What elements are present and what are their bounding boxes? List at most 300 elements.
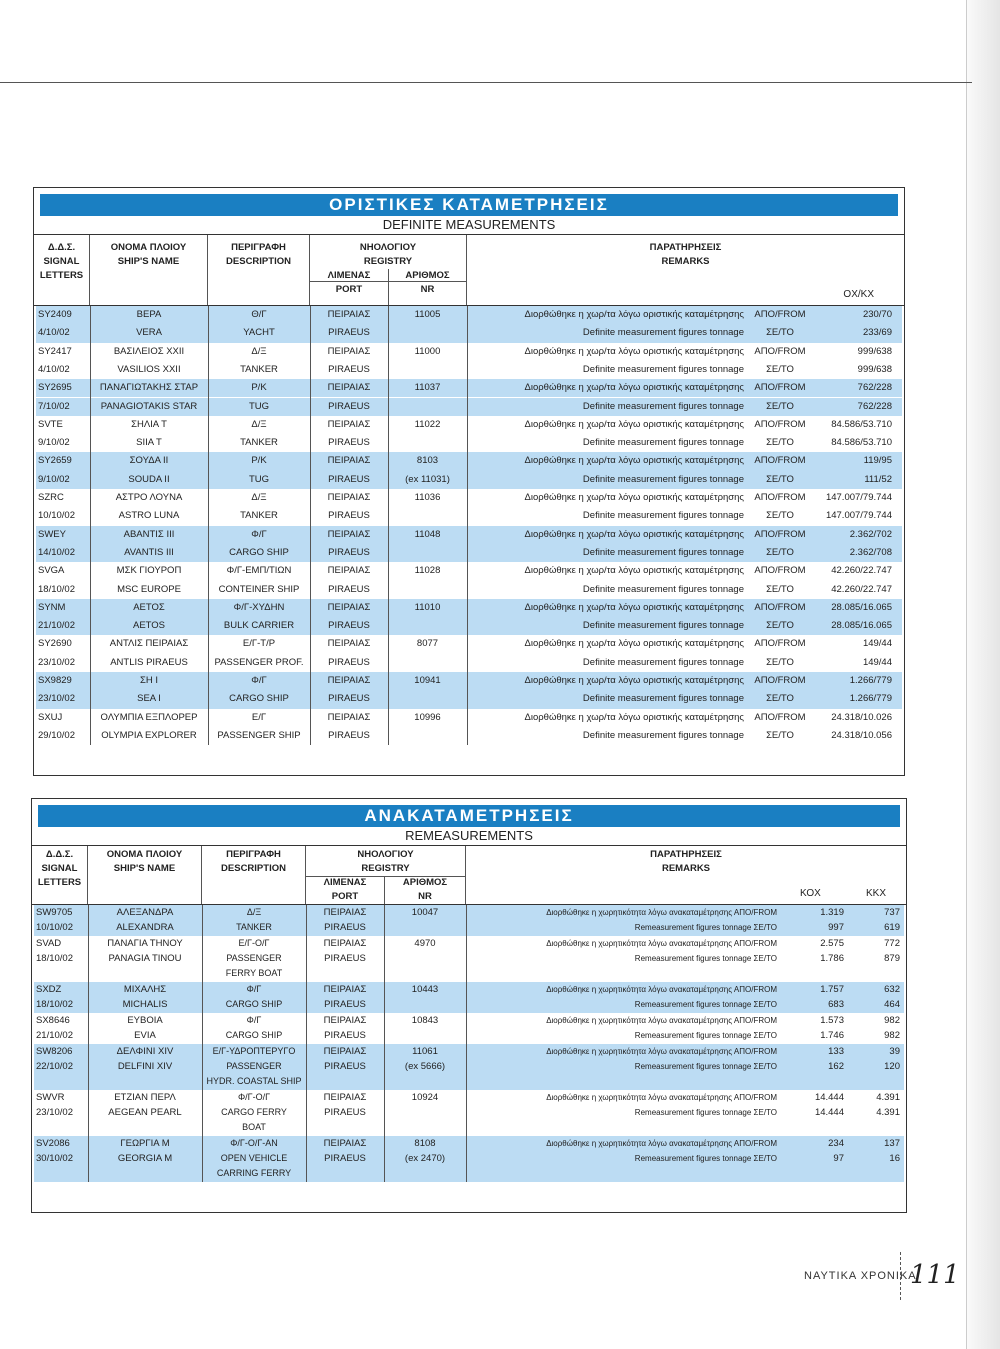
tonnage-value: 28.085/16.065: [831, 620, 892, 632]
table-row: [34, 690, 904, 708]
registry-nr: 10941: [414, 675, 441, 686]
kkx-value: [850, 982, 900, 1013]
description: [202, 905, 306, 936]
ship-name: ΑΒΑΝΤΙΣ ΙΙΙ: [123, 528, 175, 540]
registry-nr: [384, 1090, 466, 1136]
registry-nr-line: [384, 997, 466, 1012]
remark: Διορθώθηκε η χωρ/τα λόγω οριστικής καταμέτρησης: [524, 638, 744, 650]
kox-value: [784, 982, 844, 1013]
registry-port-line: ΠΕΙΡΑΙΑΣ: [323, 1045, 367, 1057]
kox-value-line: 133: [828, 1045, 844, 1057]
table-row: [34, 526, 904, 544]
registry-nr: [388, 727, 467, 745]
description-line: CARGO SHIP: [225, 999, 283, 1010]
description-line: Φ/Γ-Ο/Γ-ΑΝ: [230, 1138, 278, 1148]
tonnage-value: 2.362/708: [849, 546, 892, 558]
signal-letters: 23/10/02: [38, 656, 75, 668]
registry-port: ΠΕΙΡΑΙΑΣ: [327, 492, 371, 503]
remark-line: Διορθώθηκε η χωρητικότητα λόγω ανακαταμέτρησης ΑΠΟ/FROM: [546, 938, 777, 948]
remark-line: Remeasurement figures tonnage ΣΕ/ΤΟ: [634, 1108, 777, 1118]
header-registry: ΝΗΟΛΟΓΙΟΥ REGISTRY ΛΙΜΕΝΑΣ PORT ΑΡΙΘΜΟΣ NR: [310, 235, 467, 305]
registry-nr: [388, 654, 467, 672]
signal-letters: 10/10/02: [38, 510, 75, 522]
column-divider: [310, 306, 311, 745]
registry-port-line: ΠΕΙΡΑΙΑΣ: [323, 984, 367, 995]
signal-letters: 7/10/02: [38, 400, 70, 412]
table-row: [34, 452, 904, 470]
registry-port-line: ΠΕΙΡΑΙΑΣ: [323, 907, 367, 918]
table-row: [34, 471, 904, 489]
kkx-value: [850, 936, 900, 982]
table-row: [34, 672, 904, 690]
from-to: ΑΠΟ/FROM: [754, 345, 806, 357]
registry-nr: [384, 1136, 466, 1182]
kox-value: [784, 905, 844, 936]
registry-port-line: ΠΕΙΡΑΙΑΣ: [323, 1138, 367, 1149]
ship-name: ΒΑΣΙΛΕΙΟΣ XXII: [113, 345, 185, 357]
kkx-value-line: 4.391: [876, 1091, 900, 1103]
from-to: ΑΠΟ/FROM: [754, 309, 806, 320]
remark: [472, 936, 777, 982]
table-row: [34, 398, 904, 416]
kox-value-line: 683: [828, 999, 844, 1011]
description: YACHT: [243, 327, 275, 339]
registry-port-line: ΠΕΙΡΑΙΑΣ: [323, 1091, 367, 1103]
signal-letters: SY2695: [38, 382, 72, 394]
kox-value: [784, 1013, 844, 1044]
description: Φ/Γ: [251, 675, 267, 686]
description: PASSENGER SHIP: [217, 729, 301, 741]
description: TUG: [248, 400, 270, 412]
signal-letters: 4/10/02: [38, 327, 70, 339]
registry-nr: 11028: [414, 565, 441, 577]
signal-letters-line: 23/10/02: [36, 1107, 73, 1119]
ship-name: [88, 1090, 202, 1136]
remark-line: Remeasurement figures tonnage ΣΕ/ΤΟ: [634, 1000, 777, 1010]
signal-letters: SY2690: [38, 638, 72, 650]
description-line: CARRING FERRY: [216, 1168, 292, 1179]
tonnage-value: 149/44: [862, 656, 892, 668]
signal-letters-line: 18/10/02: [36, 953, 73, 965]
registry-nr: [388, 507, 467, 525]
remark: [472, 1090, 777, 1136]
column-divider: [90, 306, 91, 745]
description: Ρ/Κ: [251, 455, 267, 467]
ship-name: SEA I: [137, 693, 161, 705]
header-oxkx: ΟΧ/ΚΧ: [843, 289, 874, 300]
ship-name: VASILIOS XXII: [117, 363, 181, 375]
registry-nr: 10996: [414, 711, 441, 723]
signal-letters: SY2409: [38, 309, 72, 320]
kkx-value: [850, 1013, 900, 1044]
kox-value-line: 1.573: [820, 1014, 844, 1026]
from-to: ΣΕ/ΤΟ: [766, 473, 794, 485]
description: Δ/Ξ: [251, 492, 267, 503]
description-line: Φ/Γ: [246, 1014, 262, 1025]
header-description: ΠΕΡΙΓΡΑΦΗ DESCRIPTION: [208, 235, 310, 305]
table-row: [34, 709, 904, 727]
ship-name: [88, 1013, 202, 1044]
table-row: [34, 343, 904, 361]
remark: Διορθώθηκε η χωρ/τα λόγω οριστικής καταμέτρησης: [524, 382, 744, 394]
table-row: [34, 599, 904, 617]
registry-port: PIRAEUS: [328, 546, 370, 558]
remark: [472, 1136, 777, 1182]
ship-name: PANAGIOTAKIS STAR: [100, 400, 198, 412]
ship-name-line: GEORGIA M: [117, 1153, 173, 1165]
ship-name-line: MICHALIS: [122, 999, 168, 1011]
ship-name: [88, 936, 202, 982]
kkx-value-line: 619: [884, 922, 900, 934]
table-row: [32, 936, 906, 982]
table-row: [32, 1013, 906, 1044]
signal-letters-line: SWVR: [36, 1091, 65, 1103]
tonnage-value: 42.260/22.747: [831, 565, 892, 577]
description-line: Ε/Γ-Ο/Γ: [238, 937, 270, 948]
remark: Διορθώθηκε η χωρ/τα λόγω οριστικής καταμέτρησης: [524, 711, 744, 723]
table-row: [34, 416, 904, 434]
registry-nr-line: (ex 5666): [404, 1060, 446, 1072]
kox-value: [784, 936, 844, 982]
kkx-value: [850, 1044, 900, 1090]
tonnage-value: 28.085/16.065: [831, 601, 892, 613]
kkx-value-line: 464: [884, 999, 900, 1011]
description: TANKER: [240, 363, 278, 375]
table-row: [34, 361, 904, 379]
ship-name: [88, 982, 202, 1013]
remark-line: Διορθώθηκε η χωρητικότητα λόγω ανακαταμέτρησης ΑΠΟ/FROM: [546, 985, 777, 994]
signal-letters-line: 18/10/02: [36, 999, 73, 1011]
remark: Διορθώθηκε η χωρ/τα λόγω οριστικής καταμέτρησης: [524, 565, 744, 577]
description-line: Δ/Ξ: [246, 907, 262, 917]
remark: Διορθώθηκε η χωρ/τα λόγω οριστικής καταμέτρησης: [524, 492, 744, 503]
ship-name: [88, 1044, 202, 1090]
signal-letters: SVTE: [38, 418, 63, 430]
remark: [472, 1013, 777, 1044]
from-to: ΑΠΟ/FROM: [754, 711, 806, 723]
description: TUG: [248, 473, 270, 485]
registry-port: PIRAEUS: [328, 327, 370, 339]
description-line: HYDR. COASTAL SHIP: [206, 1076, 302, 1087]
description: PASSENGER PROF.: [214, 656, 304, 668]
remark: Definite measurement figures tonnage: [582, 363, 744, 375]
registry-port: [306, 1013, 384, 1044]
registry-port: PIRAEUS: [328, 473, 370, 485]
remark: Definite measurement figures tonnage: [582, 546, 744, 558]
ship-name-line: ΕΤΖΙΑΝ ΠΕΡΛ: [114, 1091, 176, 1103]
registry-port: ΠΕΙΡΑΙΑΣ: [327, 309, 371, 320]
table-row: [34, 434, 904, 452]
table-header: [32, 845, 906, 905]
registry-port-line: PIRAEUS: [324, 1107, 366, 1119]
table-body: [34, 306, 904, 745]
ship-name-line: AEGEAN PEARL: [108, 1107, 182, 1119]
publication-name: ΝΑΥΤΙΚΑ ΧΡΟΝΙΚΑ: [804, 1270, 917, 1282]
ship-name: AVANTIS III: [124, 546, 174, 558]
signal-letters: 18/10/02: [38, 583, 75, 595]
table-row: [32, 1136, 906, 1182]
tonnage-value: 84.586/53.710: [831, 437, 892, 449]
signal-letters: 9/10/02: [38, 473, 70, 485]
registry-port: PIRAEUS: [328, 693, 370, 705]
table-row: [34, 635, 904, 653]
registry-nr-line: [384, 951, 466, 966]
kkx-value: [850, 905, 900, 936]
description: [202, 1013, 306, 1044]
kkx-value-line: 772: [884, 937, 900, 949]
registry-nr-line: 4970: [414, 937, 436, 949]
description-line: Φ/Γ-Ο/Γ: [237, 1091, 271, 1102]
from-to: ΣΕ/ΤΟ: [766, 620, 794, 632]
section-title: ΑΝΑΚΑΤΑΜΕΤΡΗΣΕΙΣ: [38, 805, 900, 827]
registry-nr: [384, 1044, 466, 1090]
from-to: ΑΠΟ/FROM: [754, 565, 806, 577]
signal-letters-line: 30/10/02: [36, 1153, 73, 1165]
kkx-value-line: 4.391: [876, 1107, 900, 1119]
registry-nr-line: [384, 1028, 466, 1043]
remark-line: Διορθώθηκε η χωρητικότητα λόγω ανακαταμέτρησης ΑΠΟ/FROM: [546, 1092, 777, 1102]
tonnage-value: 42.260/22.747: [831, 583, 892, 595]
from-to: ΣΕ/ΤΟ: [766, 327, 794, 339]
signal-letters: [36, 982, 88, 1013]
table-row: [34, 727, 904, 745]
registry-nr-line: [384, 1105, 466, 1120]
signal-letters-line: 10/10/02: [36, 922, 73, 934]
ship-name-line: ΓΕΩΡΓΙΑ Μ: [120, 1138, 170, 1149]
registry-nr: [388, 361, 467, 379]
signal-letters: SVGA: [38, 565, 65, 577]
kkx-value-line: 16: [889, 1153, 900, 1165]
section-subtitle: REMEASUREMENTS: [405, 828, 533, 843]
signal-letters: 21/10/02: [38, 620, 75, 632]
tonnage-value: 999/638: [857, 345, 892, 357]
table-row: [34, 489, 904, 507]
table-row: [34, 324, 904, 342]
tonnage-value: 2.362/702: [849, 528, 892, 540]
remark: Διορθώθηκε η χωρ/τα λόγω οριστικής καταμέτρησης: [524, 675, 744, 686]
ship-name: ANTLIS PIRAEUS: [110, 656, 188, 668]
registry-nr: [388, 544, 467, 562]
header-signal: Δ.Δ.Σ. SIGNAL LETTERS: [32, 846, 88, 904]
ship-name: [88, 905, 202, 936]
signal-letters-line: 21/10/02: [36, 1030, 73, 1042]
registry-port: PIRAEUS: [328, 620, 370, 632]
remark: Definite measurement figures tonnage: [582, 327, 744, 339]
ship-name: [88, 1136, 202, 1182]
registry-nr: [384, 982, 466, 1013]
column-divider: [202, 905, 203, 1182]
kox-value-line: 14.444: [814, 1107, 844, 1119]
column-divider: [208, 306, 209, 745]
description-line: Ε/Γ-ΥΔΡΟΠΤΕΡΥΓΟ: [212, 1045, 296, 1056]
remark: [472, 905, 777, 936]
signal-letters: SX9829: [38, 675, 72, 686]
registry-port: PIRAEUS: [328, 656, 370, 668]
from-to: ΑΠΟ/FROM: [754, 418, 806, 430]
remark: Διορθώθηκε η χωρ/τα λόγω οριστικής καταμέτρησης: [524, 455, 744, 467]
registry-nr-line: 8108: [414, 1138, 436, 1149]
ship-name: ΑΕΤΟΣ: [133, 601, 165, 613]
registry-port-line: PIRAEUS: [324, 1153, 366, 1165]
ship-name: SIIA T: [136, 437, 162, 449]
signal-letters: [36, 905, 88, 936]
kox-value: [784, 1090, 844, 1136]
ship-name: VERA: [136, 327, 162, 339]
registry-port: PIRAEUS: [328, 510, 370, 522]
signal-letters: [36, 1136, 88, 1182]
column-divider: [384, 905, 385, 1182]
signal-letters-line: SW8206: [36, 1045, 73, 1057]
registry-port: [306, 936, 384, 982]
remark: [472, 1044, 777, 1090]
registry-nr-line: 10047: [411, 907, 439, 918]
remark: Definite measurement figures tonnage: [582, 620, 744, 632]
registry-nr: [384, 905, 466, 936]
description: [202, 1044, 306, 1090]
section-title: ΟΡΙΣΤΙΚΕΣ ΚΑΤΑΜΕΤΡΗΣΕΙΣ: [40, 194, 898, 216]
header-name: ΟΝΟΜΑ ΠΛΟΙΟΥ SHIP'S NAME: [88, 846, 202, 904]
description: [202, 1136, 306, 1182]
header-registry: ΝΗΟΛΟΓΙΟΥ REGISTRY ΛΙΜΕΝΑΣ PORT ΑΡΙΘΜΟΣ NR: [306, 846, 466, 904]
ship-name: AETOS: [132, 620, 166, 632]
tonnage-value: 999/638: [857, 363, 892, 375]
description-line: FERRY BOAT: [225, 968, 283, 979]
remark-line: Διορθώθηκε η χωρητικότητα λόγω ανακαταμέτρησης ΑΠΟ/FROM: [546, 1139, 777, 1148]
from-to: ΑΠΟ/FROM: [754, 638, 806, 650]
description: Φ/Γ: [251, 528, 267, 540]
from-to: ΑΠΟ/FROM: [754, 601, 806, 613]
ship-name-line: ΔΕΛΦΙΝΙ XIV: [116, 1045, 174, 1057]
description-line: BOAT: [242, 1122, 266, 1133]
table-row: [34, 562, 904, 580]
ship-name-line: ΑΛΕΞΑΝΔΡΑ: [116, 907, 174, 918]
registry-nr: 8077: [416, 638, 439, 650]
definite-measurements-section: [33, 187, 905, 776]
remark-line: Remeasurement figures tonnage ΣΕ/ΤΟ: [634, 1061, 777, 1071]
remark: Definite measurement figures tonnage: [582, 437, 744, 449]
from-to: ΑΠΟ/FROM: [754, 382, 806, 394]
from-to: ΣΕ/ΤΟ: [766, 400, 794, 412]
registry-port: PIRAEUS: [328, 363, 370, 375]
from-to: ΣΕ/ΤΟ: [766, 510, 794, 522]
registry-port: ΠΕΙΡΑΙΑΣ: [327, 638, 371, 650]
tonnage-value: 24.318/10.056: [831, 729, 892, 741]
tonnage-value: 233/69: [862, 327, 892, 339]
registry-nr: [388, 434, 467, 452]
signal-letters-line: SXDZ: [36, 984, 62, 995]
remark: Definite measurement figures tonnage: [582, 656, 744, 668]
kkx-value: [850, 1090, 900, 1136]
signal-letters-line: SX8646: [36, 1014, 70, 1026]
registry-port-line: ΠΕΙΡΑΙΑΣ: [323, 1014, 367, 1026]
kkx-value-line: 737: [884, 907, 900, 918]
registry-nr-line: [384, 920, 466, 935]
remark: Διορθώθηκε η χωρ/τα λόγω οριστικής καταμέτρησης: [524, 309, 744, 320]
signal-letters: SWEY: [38, 528, 66, 540]
ship-name-line: ΠΑΝΑΓΙΑ ΤΗΝΟΥ: [107, 937, 183, 949]
kkx-value: [850, 1136, 900, 1182]
ship-name: ΒΕΡΑ: [136, 309, 162, 320]
kkx-value-line: 120: [884, 1060, 900, 1072]
header-kkx: ΚΚΧ: [866, 888, 887, 899]
registry-port: [306, 1136, 384, 1182]
table-row: [32, 905, 906, 936]
signal-letters: 9/10/02: [38, 437, 70, 449]
tonnage-value: 111/52: [864, 473, 892, 485]
ship-name-line: EVIA: [134, 1030, 156, 1042]
ship-name: ΑΝΤΛΙΣ ΠΕΙΡΑΙΑΣ: [109, 638, 189, 650]
column-divider: [88, 905, 89, 1182]
signal-letters: SXUJ: [38, 711, 63, 723]
from-to: ΣΕ/ΤΟ: [766, 437, 794, 449]
table-row: [34, 617, 904, 635]
remark-line: Διορθώθηκε η χωρητικότητα λόγω ανακαταμέτρησης ΑΠΟ/FROM: [546, 908, 777, 917]
registry-nr: (ex 11031): [405, 473, 450, 485]
kkx-value-line: 39: [889, 1045, 900, 1057]
from-to: ΑΠΟ/FROM: [754, 528, 806, 540]
remark-line: Remeasurement figures tonnage ΣΕ/ΤΟ: [634, 923, 777, 933]
table-row: [32, 982, 906, 1013]
registry-nr: [388, 398, 467, 416]
description-line: CARGO SHIP: [225, 1030, 283, 1041]
registry-port-line: ΠΕΙΡΑΙΑΣ: [323, 937, 367, 949]
remark: Διορθώθηκε η χωρ/τα λόγω οριστικής καταμέτρησης: [524, 528, 744, 540]
registry-nr: [388, 581, 467, 599]
signal-letters-line: 22/10/02: [36, 1060, 73, 1072]
header-signal: Δ.Δ.Σ. SIGNAL LETTERS: [34, 235, 90, 305]
kkx-value-line: 982: [884, 1030, 900, 1042]
registry-port: PIRAEUS: [328, 400, 370, 412]
remark: Διορθώθηκε η χωρ/τα λόγω οριστικής καταμέτρησης: [524, 418, 744, 430]
tonnage-value: 147.007/79.744: [825, 492, 892, 503]
registry-nr: 11022: [414, 418, 441, 430]
registry-nr: 8103: [416, 455, 439, 467]
description: TANKER: [240, 510, 278, 522]
table-row: [32, 1044, 906, 1090]
description: TANKER: [240, 437, 278, 449]
registry-nr-line: 10443: [411, 984, 439, 995]
signal-letters: [36, 1090, 88, 1136]
remark: Definite measurement figures tonnage: [582, 729, 744, 741]
kox-value-line: 1.319: [820, 907, 844, 918]
registry-port: ΠΕΙΡΑΙΑΣ: [327, 345, 371, 357]
table-row: [34, 507, 904, 525]
registry-port-line: PIRAEUS: [324, 1060, 366, 1072]
kox-value-line: 1.746: [820, 1030, 844, 1042]
tonnage-value: 24.318/10.026: [831, 711, 892, 723]
ship-name: ΜΣΚ ΓΙΟΥΡΟΠ: [116, 565, 182, 577]
header-remarks: ΠΑΡΑΤΗΡΗΣΕΙΣ REMARKS ΚΟΧ ΚΚΧ: [650, 849, 887, 899]
signal-letters: [36, 936, 88, 982]
kkx-value-line: 137: [884, 1138, 900, 1149]
remark: Definite measurement figures tonnage: [582, 473, 744, 485]
registry-nr: 11037: [414, 382, 441, 394]
kox-value: [784, 1044, 844, 1090]
table-row: [34, 654, 904, 672]
registry-port: ΠΕΙΡΑΙΑΣ: [327, 675, 371, 686]
remark-line: Διορθώθηκε η χωρητικότητα λόγω ανακαταμέτρησης ΑΠΟ/FROM: [546, 1015, 777, 1025]
signal-letters: [36, 1013, 88, 1044]
kkx-value-line: 982: [884, 1014, 900, 1026]
description: Δ/Ξ: [251, 345, 267, 357]
registry-port-line: PIRAEUS: [324, 922, 366, 934]
header-name: ΟΝΟΜΑ ΠΛΟΙΟΥ SHIP'S NAME: [90, 235, 208, 305]
remark: Definite measurement figures tonnage: [582, 510, 744, 522]
signal-letters: 23/10/02: [38, 693, 75, 705]
ship-name: OLYMPIA EXPLORER: [101, 729, 197, 741]
registry-port: ΠΕΙΡΑΙΑΣ: [327, 418, 371, 430]
description-line: PASSENGER: [226, 1060, 282, 1071]
